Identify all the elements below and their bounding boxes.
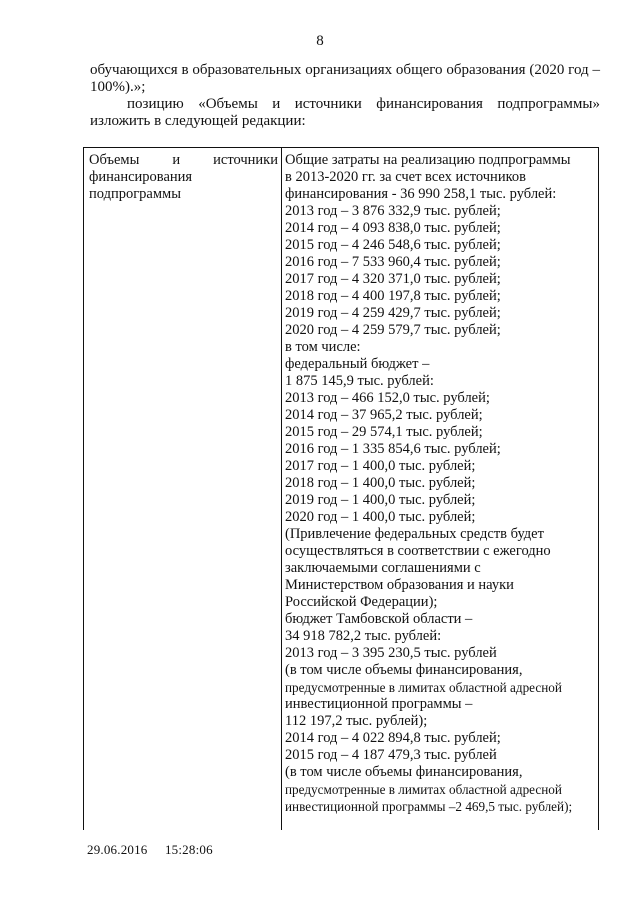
table-left-column [84, 148, 282, 830]
funding-line: в 2013-2020 гг. за счет всех источников [285, 169, 526, 185]
funding-line: 2013 год – 466 152,0 тыс. рублей; [285, 390, 490, 406]
intro-line-2: позицию «Объемы и источники финансирования подпрограммы» изложить в следующей редакции: [90, 96, 600, 129]
funding-line: предусмотренные в лимитах областной адресной [285, 680, 562, 695]
funding-line: бюджет Тамбовской области – [285, 611, 473, 627]
funding-line: 2019 год – 1 400,0 тыс. рублей; [285, 492, 476, 508]
footer-timestamp [87, 842, 213, 858]
funding-line: 2013 год – 3 395 230,5 тыс. рублей [285, 645, 497, 661]
funding-line: 1 875 145,9 тыс. рублей: [285, 373, 434, 389]
page-number: 8 [316, 33, 324, 49]
funding-line: 2020 год – 1 400,0 тыс. рублей; [285, 509, 476, 525]
funding-line: 2014 год – 4 093 838,0 тыс. рублей; [285, 220, 501, 236]
funding-line: федеральный бюджет – [285, 356, 430, 372]
left-label-line-1 [89, 152, 278, 169]
funding-line: финансирования - 36 990 258,1 тыс. рублей: [285, 186, 557, 202]
funding-line: Общие затраты на реализацию подпрограммы [285, 152, 571, 168]
funding-line: 2015 год – 4 246 548,6 тыс. рублей; [285, 237, 501, 253]
funding-line: предусмотренные в лимитах областной адресной [285, 782, 562, 797]
left-word-1: Объемы [89, 152, 140, 168]
funding-line: 2016 год – 1 335 854,6 тыс. рублей; [285, 441, 501, 457]
funding-line: 2019 год – 4 259 429,7 тыс. рублей; [285, 305, 501, 321]
funding-line: в том числе: [285, 339, 361, 355]
funding-line: 2013 год – 3 876 332,9 тыс. рублей; [285, 203, 501, 219]
funding-line: инвестиционной программы –2 469,5 тыс. рублей); [285, 799, 573, 814]
funding-line: 2018 год – 4 400 197,8 тыс. рублей; [285, 288, 501, 304]
funding-table [83, 147, 599, 830]
funding-line: Российской Федерации); [285, 594, 438, 610]
funding-line: 2015 год – 29 574,1 тыс. рублей; [285, 424, 483, 440]
left-label-line-3: подпрограммы [89, 186, 181, 202]
funding-line: инвестиционной программы – [285, 696, 473, 712]
footer-time: 15:28:06 [164, 842, 213, 857]
funding-line: 2018 год – 1 400,0 тыс. рублей; [285, 475, 476, 491]
funding-line: 2014 год – 4 022 894,8 тыс. рублей; [285, 730, 501, 746]
funding-line: (в том числе объемы финансирования, [285, 764, 523, 780]
footer-date: 29.06.2016 [87, 842, 148, 857]
funding-line: 34 918 782,2 тыс. рублей: [285, 628, 442, 644]
left-word-2: и [172, 152, 181, 168]
funding-line: 2015 год – 4 187 479,3 тыс. рублей [285, 747, 497, 763]
funding-line: 2016 год – 7 533 960,4 тыс. рублей; [285, 254, 501, 270]
funding-line: заключаемыми соглашениями с [285, 560, 481, 576]
intro-text [90, 62, 600, 130]
funding-line: 2020 год – 4 259 579,7 тыс. рублей; [285, 322, 501, 338]
funding-line: (в том числе объемы финансирования, [285, 662, 523, 678]
table-right-column [282, 148, 598, 830]
left-label-line-2: финансирования [89, 169, 193, 185]
funding-line: 2017 год – 1 400,0 тыс. рублей; [285, 458, 476, 474]
left-word-3: источники [213, 152, 278, 168]
funding-line: 2017 год – 4 320 371,0 тыс. рублей; [285, 271, 501, 287]
funding-line: 112 197,2 тыс. рублей); [285, 713, 428, 729]
funding-line: (Привлечение федеральных средств будет [285, 526, 544, 542]
funding-line: 2014 год – 37 965,2 тыс. рублей; [285, 407, 483, 423]
funding-line: осуществляться в соответствии с ежегодно [285, 543, 551, 559]
funding-line: Министерством образования и науки [285, 577, 514, 593]
intro-line-1: обучающихся в образовательных организациях общего образования (2020 год – 100%).»; [90, 62, 600, 95]
